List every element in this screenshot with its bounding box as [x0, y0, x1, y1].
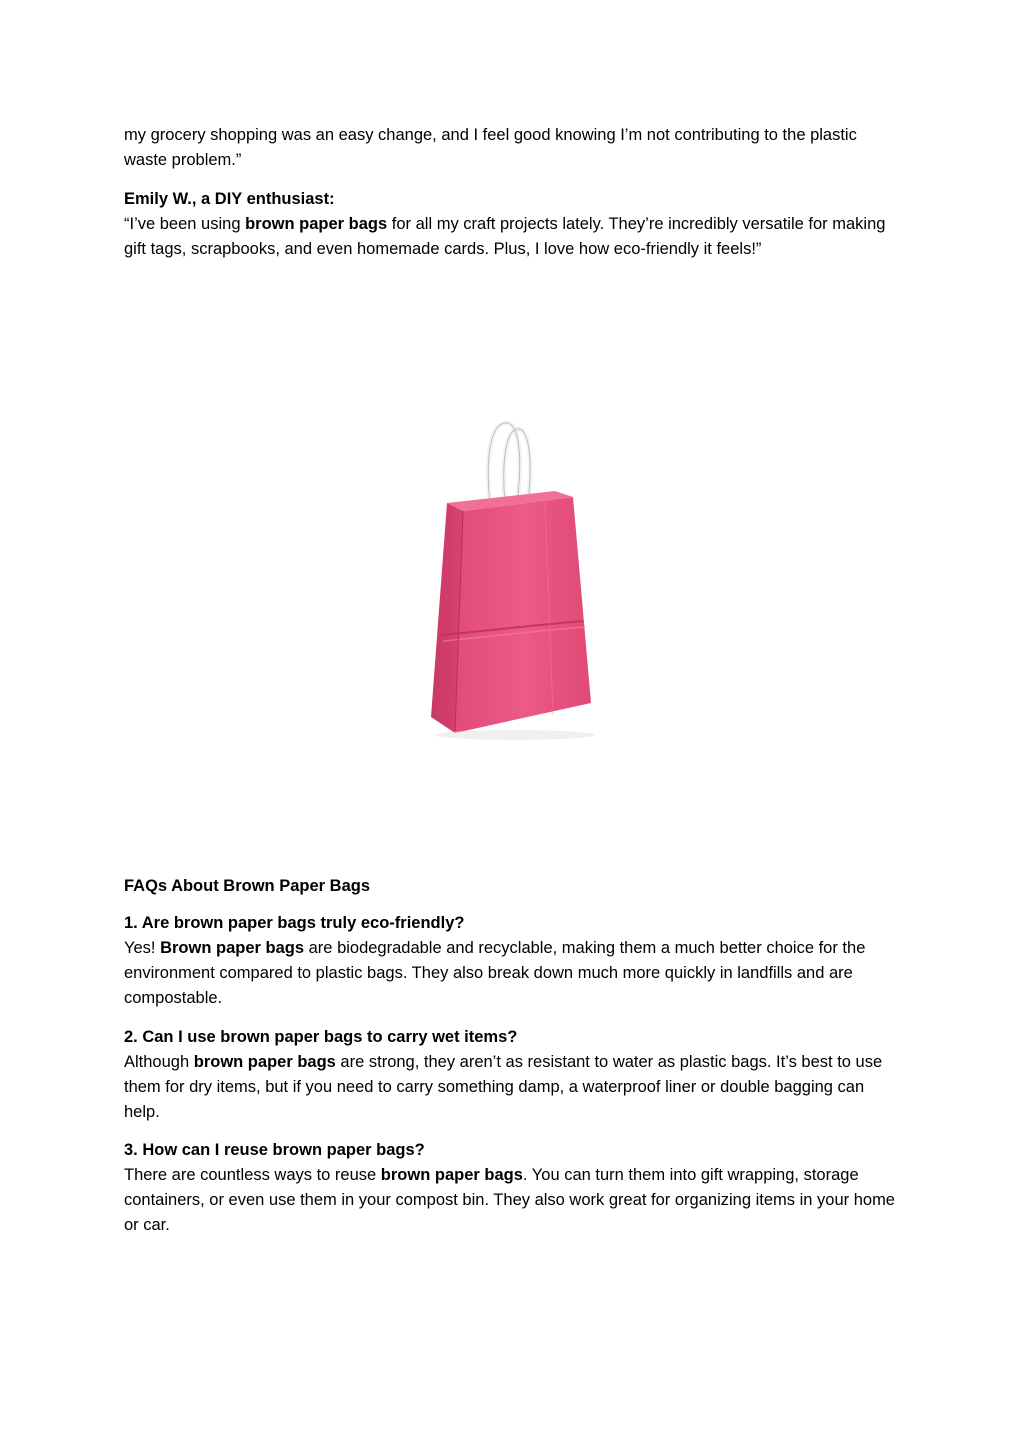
faq-item	[124, 1138, 904, 1238]
paper-bag-image	[395, 385, 625, 755]
answer-start: Yes!	[124, 939, 161, 957]
quote-text-start: “I’ve been using	[124, 215, 246, 233]
quote-text-end: for all my craft projects lately. They’re incredibly versatile for making gift tags, scrapbooks, and even homemade cards. Plus, I love how eco-friendly it feels!”	[124, 215, 886, 258]
answer-keyword: brown paper bags	[193, 1053, 336, 1071]
answer-end: . You can turn them into gift wrapping, storage containers, or even use them in your compost bin. They also work great for organizing items in your home or car.	[124, 1166, 895, 1234]
faq-answer	[124, 936, 904, 1011]
answer-end: are biodegradable and recyclable, making them a much better choice for the environment compared to plastic bags. They also break down much more quickly in landfills and are compostable.	[124, 939, 866, 1007]
faq-question: 1. Are brown paper bags truly eco-friendly?	[124, 914, 465, 932]
faq-item	[124, 1025, 904, 1125]
faq-heading: FAQs About Brown Paper Bags	[124, 877, 371, 895]
testimonial-quote	[124, 212, 904, 262]
testimonial	[124, 187, 904, 262]
answer-start: There are countless ways to reuse	[124, 1166, 381, 1184]
intro-paragraph	[124, 123, 904, 173]
testimonial-author: Emily W., a DIY enthusiast:	[124, 190, 335, 208]
intro-text: my grocery shopping was an easy change, and I feel good knowing I’m not contributing to the plastic waste problem.”	[124, 126, 857, 169]
faq-answer	[124, 1050, 904, 1125]
quote-keyword: brown paper bags	[245, 215, 388, 233]
faq-question: 3. How can I reuse brown paper bags?	[124, 1141, 425, 1159]
pink-paper-bag-illustration	[395, 385, 625, 755]
answer-start: Although	[124, 1053, 194, 1071]
answer-keyword: Brown paper bags	[160, 939, 305, 957]
faq-answer	[124, 1163, 904, 1238]
answer-end: are strong, they aren’t as resistant to water as plastic bags. It’s best to use them for dry items, but if you need to carry something damp, a waterproof liner or double bagging can help.	[124, 1053, 883, 1121]
answer-keyword: brown paper bags	[380, 1166, 523, 1184]
faq-item	[124, 911, 904, 1011]
bag-handles	[488, 423, 530, 503]
faq-question: 2. Can I use brown paper bags to carry wet items?	[124, 1028, 518, 1046]
